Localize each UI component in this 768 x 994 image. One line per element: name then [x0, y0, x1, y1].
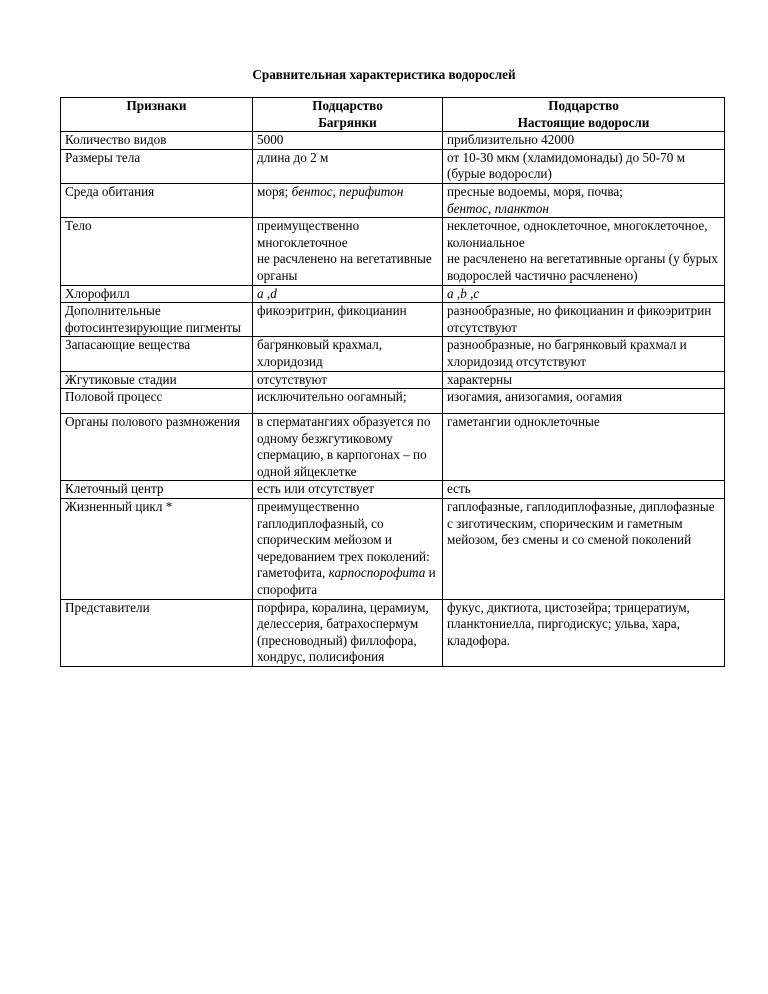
true-algae-cell: есть [443, 481, 725, 499]
feature-cell: Жизненный цикл * [61, 499, 253, 600]
true-algae-cell: фукус, диктиота, цистозейра; трицератиум, планктониелла, пиргодискус; ульва, хара, кладофора. [443, 599, 725, 666]
table-row [61, 499, 725, 600]
habitat-plain: моря; [257, 183, 292, 199]
table-row [61, 285, 725, 303]
red-algae-cell: фикоэритрин, фикоцианин [253, 303, 443, 337]
feature-cell: Размеры тела [61, 149, 253, 183]
feature-cell: Жгутиковые стадии [61, 371, 253, 389]
feature-cell: Дополнительные фотосинтезирующие пигменты [61, 303, 253, 337]
feature-cell: Половой процесс [61, 389, 253, 414]
table-row [61, 481, 725, 499]
red-algae-cell: a ,d [253, 285, 443, 303]
red-algae-cell: отсутствуют [253, 371, 443, 389]
table-row [61, 414, 725, 481]
header-red-algae [253, 98, 443, 132]
body-organs-text: не расчленено на вегетативные органы [257, 251, 432, 283]
red-algae-cell: порфира, коралина, церамиум, делессерия, батрахоспермум (пресноводный) филлофора, хондрус, полисифония [253, 599, 443, 666]
table-row [61, 303, 725, 337]
true-algae-cell: гаметангии одноклеточные [443, 414, 725, 481]
life-cycle-tail: и спорофита [257, 565, 436, 598]
feature-cell: Тело [61, 218, 253, 285]
table-row [61, 371, 725, 389]
header-red-line2: Багрянки [318, 114, 377, 130]
table-row [61, 337, 725, 371]
header-row [61, 98, 725, 132]
life-cycle-plain: преимущественно гаплодиплофазный, со спорическим мейозом и чередованием трех поколений: гаметофита, [257, 499, 430, 581]
habitat-italic: бентос, планктон [447, 200, 549, 216]
true-algae-cell: разнообразные, но багрянковый крахмал и хлоридозид отсутствуют [443, 337, 725, 371]
header-true-line1: Подцарство [548, 98, 619, 113]
true-algae-cell: от 10-30 мкм (хламидомонады) до 50-70 м (бурые водоросли) [443, 149, 725, 183]
feature-cell: Клеточный центр [61, 481, 253, 499]
body-type-text: преимущественно многоклеточное [257, 218, 360, 250]
true-algae-cell: изогамия, анизогамия, оогамия [443, 389, 725, 414]
table-row [61, 599, 725, 666]
table-row [61, 149, 725, 183]
comparison-table [60, 97, 725, 667]
table-row [61, 183, 725, 217]
feature-cell: Количество видов [61, 132, 253, 150]
red-algae-cell: в сперматангиях образуется по одному безжгутиковому спермацию, в карпогонах – по одной яйцеклетке [253, 414, 443, 481]
true-algae-cell [443, 218, 725, 285]
red-algae-cell: багрянковый крахмал, хлоридозид [253, 337, 443, 371]
red-algae-cell: 5000 [253, 132, 443, 150]
true-algae-cell: разнообразные, но фикоцианин и фикоэритрин отсутствуют [443, 303, 725, 337]
body-type-text: неклеточное, одноклеточное, многоклеточное, колониальное [447, 218, 708, 250]
red-algae-cell: есть или отсутствует [253, 481, 443, 499]
red-algae-cell: исключительно оогамный; [253, 389, 443, 414]
table-row [61, 389, 725, 414]
true-algae-cell [443, 183, 725, 217]
true-algae-cell: a ,b ,c [443, 285, 725, 303]
header-red-line1: Подцарство [312, 98, 383, 113]
red-algae-cell: длина до 2 м [253, 149, 443, 183]
table-row [61, 132, 725, 150]
table-row [61, 218, 725, 285]
feature-cell: Хлорофилл [61, 285, 253, 303]
true-algae-cell: характерны [443, 371, 725, 389]
red-algae-cell [253, 183, 443, 217]
habitat-plain: пресные водоемы, моря, почва; [447, 183, 623, 199]
feature-cell: Представители [61, 599, 253, 666]
header-features: Признаки [61, 98, 253, 132]
true-algae-cell: гаплофазные, гаплодиплофазные, диплофазные с зиготическим, спорическим и гаметным мейозом, без смены и со сменой поколений [443, 499, 725, 600]
habitat-italic: бентос, перифитон [291, 183, 404, 199]
red-algae-cell [253, 218, 443, 285]
true-algae-cell: приблизительно 42000 [443, 132, 725, 150]
feature-cell: Среда обитания [61, 183, 253, 217]
body-organs-text: не расчленено на вегетативные органы (у бурых водорослей частично расчленено) [447, 251, 718, 283]
life-cycle-italic: карпоспорофита [328, 565, 426, 581]
red-algae-cell [253, 499, 443, 600]
feature-cell: Запасающие вещества [61, 337, 253, 371]
document-title: Сравнительная характеристика водорослей [252, 67, 516, 82]
feature-cell: Органы полового размножения [61, 414, 253, 481]
header-true-line2: Настоящие водоросли [517, 114, 650, 130]
header-true-algae [443, 98, 725, 132]
